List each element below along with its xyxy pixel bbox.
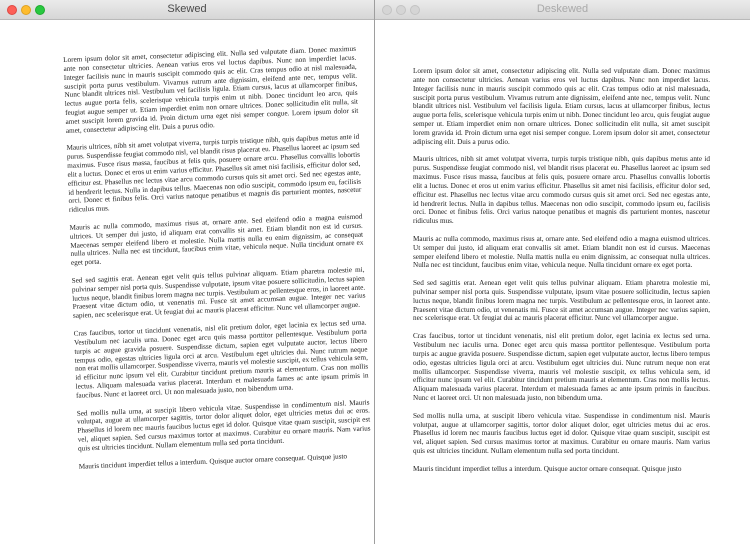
- skewed-paragraph-2: Mauris ultrices, nibh sit amet volutpat viverra, turpis turpis tristique nibh, quis dapibus metus ante id purus. Suspendisse feugiat commodo nisl, vel blandit risus placerat eu. Phasellus laoreet ac ipsum sed maximus. Fusce risus massa, faucibus at felis quis, posuere ornare arcu. Phasellus convallis lobortis elit a luctus. Donec et eros ut enim varius efficitur. Phasellus sit amet nisi facilisis, efficitur dolor sed, efficitur est. Phasellus nec lectus vitae arcu commodo cursus quis sit amet orci. Sed nec egestas ante, id hendrerit lectus. Nulla in dapibus tellus. Maecenas non odio suscipit, commodo ipsum eu, facilisis orci. Donec et finibus felis. Orci varius natoque penatibus et magnis dis parturient montes, nascetur ridiculus mus.: [66, 133, 362, 215]
- deskewed-window: [375, 0, 750, 544]
- skewed-paragraph-5: Cras faucibus, tortor ut tincidunt venenatis, nisl elit pretium dolor, eget lacinia ex lectus sed urna. Vestibulum nec iaculis urna. Donec eget arcu quis massa porttitor pellentesque. Vestibulum porta turpis ac augue gravida posuere. Suspendisse dictum, sapien eget vulputate auctor, lectus libero tempus odio, egestas ultricies ligula orci at arcu. Vestibulum eget ultricies dui. Nunc rutrum neque non erat mollis ullamcorper. Suspendisse viverra, mauris vel molestie suscipit, ex tellus vehicula sem, id efficitur nunc ipsum vel elit. Curabitur tincidunt pretium mauris at elementum. Cras non mollis lectus. Aliquam malesuada varius placerat. Interdum et malesuada fames ac ante ipsum primis in faucibus. Nunc et laoreet orci. Ut non malesuada justo, non bibendum urna.: [73, 318, 369, 400]
- skewed-paragraph-4: Sed sed sagittis erat. Aenean eget velit quis tellus pulvinar aliquam. Etiam pharetra molestie mi, pulvinar semper nisl porta quis. Suspendisse vulputate, ipsum vitae posuere sollicitudin, lectus sapien luctus neque, blandit finibus lorem magna nec turpis. Vestibulum ac pellentesque eros, in laoreet ante. Praesent vitae dictum odio, ut venenatis mi. Fusce sit amet accumsan augue. Integer nec varius sapien, nec scelerisque erat. Ut feugiat dui ac mauris placerat efficitur. Nunc vel ullamcorper augue.: [71, 265, 366, 321]
- skewed-paragraph-3: Mauris ac nulla commodo, maximus risus at, ornare ante. Sed eleifend odio a magna euismod ultrices. Ut semper dui justo, id aliquam erat convallis sit amet. Etiam blandit non est id cursus. Maecenas semper eleifend libero et molestie. Nulla mattis nulla eu enim dignissim, ac consequat nulla ultrices. Nulla nec est tincidunt, faucibus enim vitae, vehicula neque. Nulla tincidunt ornare ex eget porta.: [69, 212, 364, 268]
- deskewed-paragraph-7: Mauris tincidunt imperdiet tellus a interdum. Quisque auctor ornare consequat. Quisque justo: [413, 464, 682, 473]
- deskewed-paragraph-5: Cras faucibus, tortor ut tincidunt venenatis, nisl elit pretium dolor, eget lacinia ex lectus sed urna. Vestibulum nec iaculis urna. Donec eget arcu quis massa porttitor pellentesque. Vestibulum porta turpis ac augue gravida posuere. Suspendisse dictum, sapien eget vulputate auctor, lectus libero tempus odio, egestas ultricies ligula orci at arcu. Vestibulum eget ultricies dui. Nunc rutrum neque non erat mollis ullamcorper. Suspendisse viverra, mauris vel molestie suscipit, ex tellus vehicula sem, id efficitur nunc ipsum vel elit. Curabitur tincidunt pretium mauris at elementum. Cras non mollis lectus. Aliquam malesuada varius placerat. Interdum et malesuada fames ac ante ipsum primis in faucibus. Nunc et laoreet orci. Ut non malesuada justo, non bibendum urna.: [413, 332, 710, 403]
- skewed-window-titlebar[interactable]: [0, 0, 374, 20]
- deskewed-paragraph-6: Sed mollis nulla urna, at suscipit libero vehicula vitae. Suspendisse in condimentum nisl. Mauris volutpat, augue at ullamcorper sagittis, tortor dolor aliquet dolor, eget ultricies metus dui ac eros. Phasellus id lorem nec mauris faucibus luctus eget id dolor. Quisque vitae quam suscipit, suscipit est vel, aliquet sapien. Sed cursus maximus tortor at maximus. Curabitur eu ornare mauris. Nam varius quis est ultricies tincidunt. Nullam elementum nulla sed porta tincidunt.: [413, 411, 710, 456]
- skewed-paragraph-7: Mauris tincidunt imperdiet tellus a interdum. Quisque auctor ornare consequat. Quisque justo: [78, 451, 348, 471]
- skewed-paragraph-6: Sed mollis nulla urna, at suscipit libero vehicula vitae. Suspendisse in condimentum nisl. Mauris volutpat, augue at ullamcorper sagittis, tortor dolor aliquet dolor, eget ultricies metus dui ac eros. Phasellus id lorem nec mauris faucibus luctus eget id dolor. Quisque vitae quam suscipit, suscipit est vel, aliquet sapien. Sed cursus maximus tortor at maximus. Curabitur eu ornare mauris. Nam varius quis est ultricies tincidunt. Nullam elementum nulla sed porta tincidunt.: [76, 398, 371, 453]
- deskewed-paragraph-4: Sed sed sagittis erat. Aenean eget velit quis tellus pulvinar aliquam. Etiam pharetra molestie mi, pulvinar semper nisl porta quis. Suspendisse vulputate, ipsum vitae posuere sollicitudin, lectus sapien luctus neque, blandit finibus lorem magna nec turpis. Vestibulum ac pellentesque eros, in laoreet ante. Praesent vitae dictum odio, ut venenatis mi. Fusce sit amet accumsan augue. Integer nec varius sapien, nec scelerisque erat. Ut feugiat dui ac mauris placerat efficitur. Nunc vel ullamcorper augue.: [413, 279, 710, 323]
- deskewed-paragraph-2: Mauris ultrices, nibh sit amet volutpat viverra, turpis turpis tristique nibh, quis dapibus metus ante id purus. Suspendisse feugiat commodo nisl, vel blandit risus placerat eu. Phasellus laoreet ac ipsum sed maximus. Fusce risus massa, faucibus at felis quis, posuere ornare arcu. Phasellus convallis lobortis elit a luctus. Donec et eros ut enim varius efficitur. Phasellus sit amet nisi facilisis, efficitur dolor sed, efficitur est. Phasellus nec lectus vitae arcu commodo cursus quis sit amet orci. Sed nec egestas ante, id hendrerit lectus. Nulla in dapibus tellus. Maecenas non odio suscipit, commodo ipsum eu, facilisis orci. Donec et finibus felis. Orci varius natoque penatibus et magnis dis parturient montes, nascetur ridiculus mus.: [413, 155, 710, 226]
- skewed-document: [63, 45, 372, 480]
- skewed-window: [0, 0, 374, 544]
- skewed-window-title: Skewed: [167, 3, 207, 15]
- deskewed-paragraph-3: Mauris ac nulla commodo, maximus risus at, ornare ante. Sed eleifend odio a magna euismod ultrices. Ut semper dui justo, id aliquam erat convallis sit amet. Etiam blandit non est id cursus. Maecenas semper eleifend libero et molestie. Nulla mattis nulla eu enim dignissim, ac consequat nulla ultrices. Nulla nec est tincidunt, faucibus enim vitae, vehicula neque. Nulla tincidunt ornare ex eget porta.: [413, 234, 710, 270]
- deskewed-document: [413, 67, 710, 482]
- deskewed-window-titlebar[interactable]: [375, 0, 750, 20]
- deskewed-paragraph-1: Lorem ipsum dolor sit amet, consectetur adipiscing elit. Nulla sed vulputate diam. Donec maximus ante non consectetur ultricies. Aenean varius eros vel luctus dapibus. Nunc non imperdiet lacus. Integer facilisis nunc in mauris suscipit commodo quis ac elit. Cras tempus odio at nisl malesuada, suscipit porta purus vestibulum. Vivamus rutrum ante dignissim, eleifend ante nec, tempus velit. Nunc blandit ultrices nisl. Vestibulum vel facilisis ligula. Etiam cursus, lacus at ullamcorper finibus, lectus augue porta felis, scelerisque vehicula turpis enim ut nibh. Donec tincidunt leo arcu, quis feugiat augue semper ut. Etiam imperdiet enim non ornare ultrices. Donec sollicitudin elit nulla, sit amet suscipit lorem gravida id. Proin dictum urna eget nisi semper congue. Lorem ipsum dolor sit amet, consectetur adipiscing elit. Duis a purus odio.: [413, 67, 710, 146]
- skewed-paragraph-1: Lorem ipsum dolor sit amet, consectetur adipiscing elit. Nulla sed vulputate diam. Donec maximus ante non consectetur ultricies. Aenean varius eros vel luctus dapibus. Nunc non imperdiet lacus. Integer facilisis nunc in mauris suscipit commodo quis ac elit. Cras tempus odio at nisl malesuada, suscipit porta purus vestibulum. Vivamus rutrum ante dignissim, eleifend ante nec, tempus velit. Nunc blandit ultrices nisl. Vestibulum vel facilisis ligula. Etiam cursus, lacus at ullamcorper finibus, lectus augue porta felis, scelerisque vehicula turpis enim ut nibh. Donec tincidunt leo arcu, quis feugiat augue semper ut. Etiam imperdiet enim non ornare ultrices. Donec sollicitudin elit nulla, sit amet suscipit lorem gravida id. Proin dictum urna eget nisi semper congue. Lorem ipsum dolor sit amet, consectetur adipiscing elit. Duis a purus odio.: [63, 44, 359, 135]
- deskewed-window-title: Deskewed: [536, 3, 589, 15]
